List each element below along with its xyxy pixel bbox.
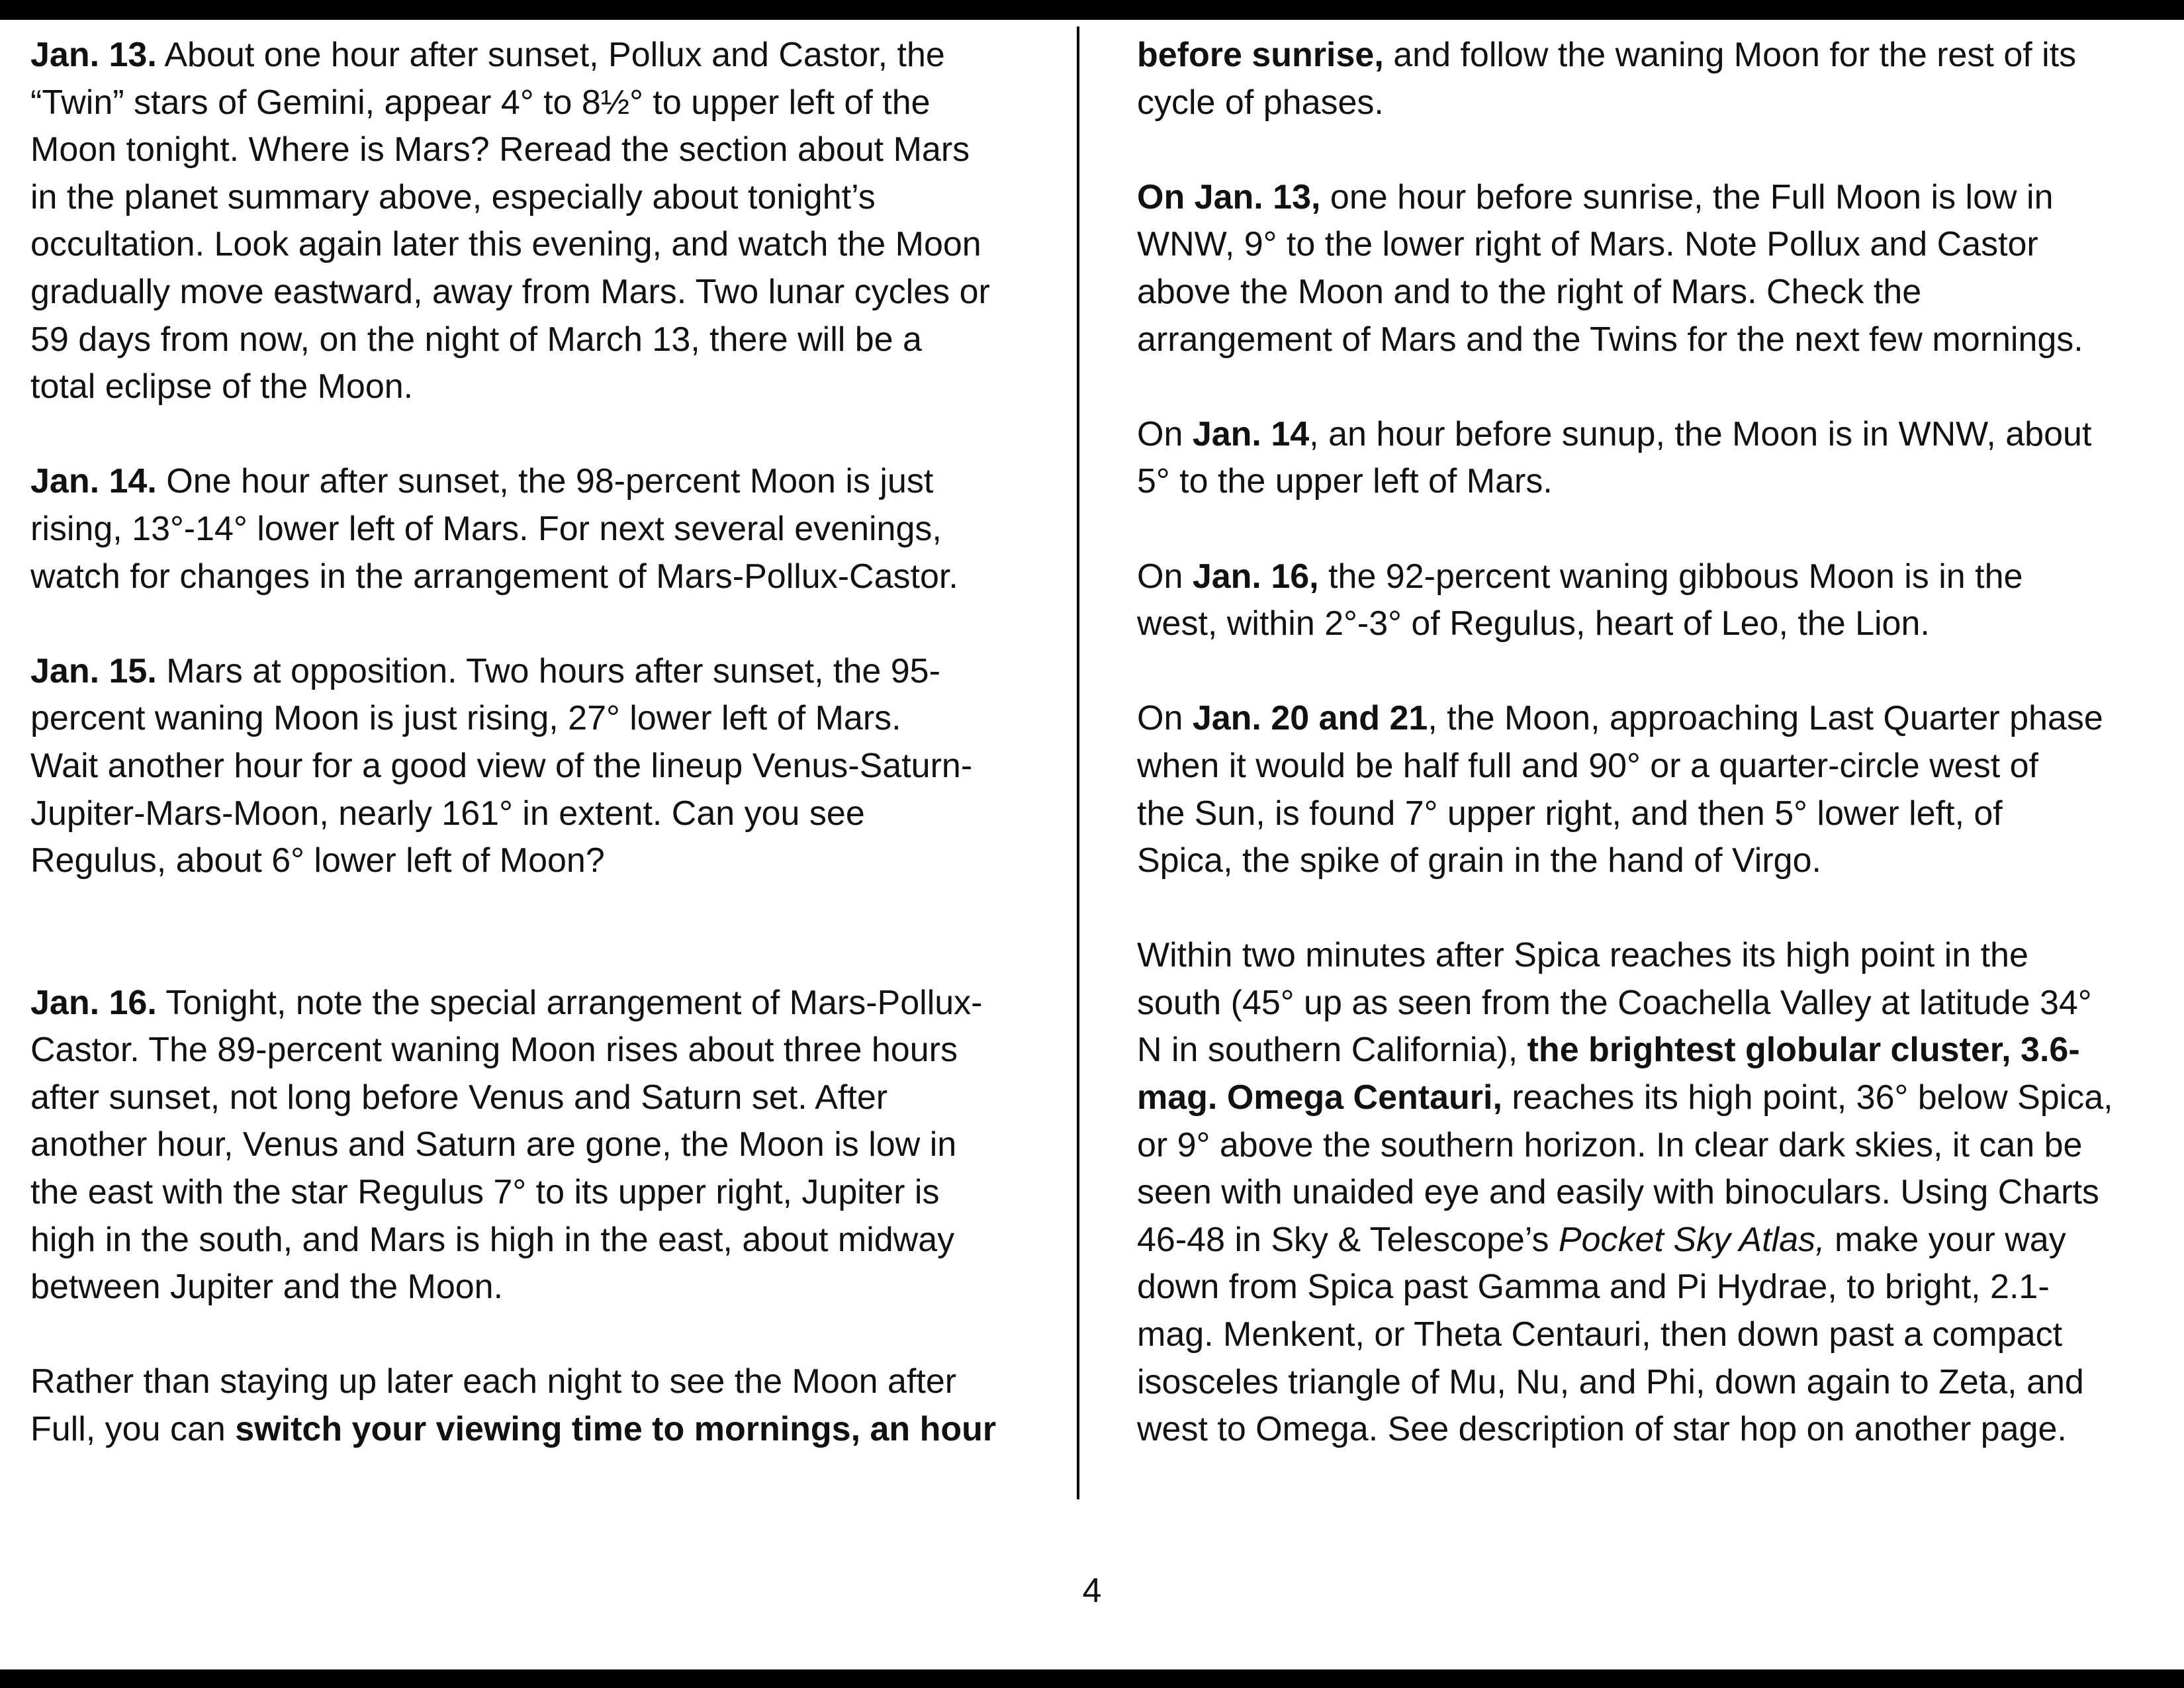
text-run: one hour before sunrise, the Full Moon is low in (1320, 177, 2054, 216)
text-line: isosceles triangle of Mu, Nu, and Phi, down again to Zeta, and (1137, 1362, 2084, 1401)
text-line: mag. Menkent, or Theta Centauri, then down past a compact (1137, 1315, 2063, 1354)
text-line: after sunset, not long before Venus and Saturn set. After (30, 1078, 888, 1117)
text-line: down from Spica past Gamma and Pi Hydrae, to bright, 2.1- (1137, 1268, 2050, 1307)
text-line: Rather than staying up later each night to see the Moon after (30, 1362, 957, 1401)
text-line (1137, 1217, 2169, 1264)
bottom-border-band (0, 1669, 2184, 1688)
text-line: “Twin” stars of Gemini, appear 4° to 8½° to upper left of the (30, 83, 931, 122)
text-line: total eclipse of the Moon. (30, 367, 414, 406)
text-line: watch for changes in the arrangement of Mars-Pollux-Castor. (30, 557, 958, 596)
entry-date: Jan. 13. (30, 36, 157, 74)
paragraph-omega-centauri (1137, 932, 2169, 1454)
text-line: Castor. The 89-percent waning Moon rises about three hours (30, 1031, 958, 1070)
text-line: Wait another hour for a good view of the lineup Venus-Saturn- (30, 746, 973, 785)
text-line: between Jupiter and the Moon. (30, 1268, 504, 1307)
text-line (1137, 553, 2169, 601)
text-run: the 92-percent waning gibbous Moon is in the (1318, 557, 2023, 596)
column-divider (1077, 26, 1079, 1499)
entry-date: Jan. 14. (30, 462, 157, 501)
text-run: make your way (1825, 1220, 2066, 1259)
text-run: , the Moon, approaching Last Quarter phase (1428, 699, 2103, 738)
text-line: percent waning Moon is just rising, 27° lower left of Mars. (30, 699, 901, 738)
text-run: 46-48 in Sky & Telescope’s (1137, 1220, 1559, 1259)
entry-date: Jan. 16, (1192, 557, 1319, 596)
entry-morning-jan-13 (1137, 174, 2169, 363)
text-line (30, 32, 1063, 79)
text-line: Jupiter-Mars-Moon, nearly 161° in extent. Can you see (30, 794, 865, 833)
text-line: 59 days from now, on the night of March 13, there will be a (30, 320, 922, 359)
text-line: west, within 2°-3° of Regulus, heart of Leo, the Lion. (1137, 604, 1930, 643)
text-line: the east with the star Regulus 7° to its upper right, Jupiter is (30, 1173, 940, 1212)
text-line: Spica, the spike of grain in the hand of Virgo. (1137, 841, 1821, 880)
book-title: Pocket Sky Atlas, (1558, 1220, 1825, 1259)
text-run: About one hour after sunset, Pollux and Castor, the (156, 36, 945, 74)
entry-date: On Jan. 13, (1137, 177, 1321, 216)
text-line: cycle of phases. (1137, 83, 1384, 122)
text-line: Regulus, about 6° lower left of Moon? (30, 841, 605, 880)
text-line: occultation. Look again later this evening, and watch the Moon (30, 225, 981, 264)
page-number: 4 (1082, 1571, 1102, 1610)
text-line (1137, 411, 2169, 459)
entry-morning-jan-16 (1137, 553, 2169, 648)
text-line (30, 648, 1063, 696)
emphasis-text: before sunrise, (1137, 36, 1384, 74)
paragraph-rather-than (30, 1358, 1063, 1453)
text-run: On (1137, 557, 1193, 596)
text-line: seen with unaided eye and easily with binoculars. Using Charts (1137, 1173, 2099, 1212)
text-line: gradually move eastward, away from Mars. Two lunar cycles or (30, 272, 990, 311)
text-run: On (1137, 699, 1193, 738)
text-line: WNW, 9° to the lower right of Mars. Note Pollux and Castor (1137, 225, 2038, 264)
text-line: south (45° up as seen from the Coachella Valley at latitude 34° (1137, 983, 2092, 1022)
top-border-band (0, 0, 2184, 20)
entry-jan-14 (30, 458, 1063, 600)
text-line: west to Omega. See description of star hop on another page. (1137, 1410, 2067, 1449)
text-line: another hour, Venus and Saturn are gone, the Moon is low in (30, 1125, 957, 1164)
text-run: N in southern California), (1137, 1031, 1527, 1070)
emphasis-text: mag. Omega Centauri, (1137, 1078, 1502, 1117)
entry-date: Jan. 14 (1192, 414, 1310, 453)
text-line: Moon tonight. Where is Mars? Reread the section about Mars (30, 130, 970, 169)
text-line (30, 458, 1063, 506)
text-run: On (1137, 414, 1193, 453)
paragraph-before-sunrise (1137, 32, 2169, 126)
text-line (30, 1406, 1063, 1454)
text-line: in the planet summary above, especially about tonight’s (30, 177, 876, 216)
text-run: Tonight, note the special arrangement of Mars-Pollux- (156, 983, 983, 1022)
text-line (1137, 32, 2169, 79)
text-line: the Sun, is found 7° upper right, and then 5° lower left, of (1137, 794, 2003, 833)
entry-morning-jan-14 (1137, 411, 2169, 506)
text-line: high in the south, and Mars is high in the east, about midway (30, 1220, 955, 1259)
left-column (30, 32, 1063, 1501)
text-run: , an hour before sunup, the Moon is in WNW, about (1309, 414, 2092, 453)
text-line: Within two minutes after Spica reaches its high point in the (1137, 936, 2028, 975)
text-line (1137, 174, 2169, 222)
entry-jan-15 (30, 648, 1063, 885)
text-line (30, 980, 1063, 1027)
text-line: rising, 13°-14° lower left of Mars. For next several evenings, (30, 509, 942, 548)
text-run: Mars at opposition. Two hours after sunset, the 95- (156, 651, 940, 690)
text-run: reaches its high point, 36° below Spica, (1502, 1078, 2113, 1117)
entry-jan-13 (30, 32, 1063, 411)
emphasis-text: switch your viewing time to mornings, an hour (235, 1410, 997, 1449)
entry-morning-jan-20-21 (1137, 695, 2169, 884)
entry-date: Jan. 16. (30, 983, 157, 1022)
text-run: Full, you can (30, 1410, 236, 1449)
text-line (1137, 695, 2169, 743)
entry-jan-16 (30, 980, 1063, 1311)
text-line: when it would be half full and 90° or a quarter-circle west of (1137, 746, 2038, 785)
text-line: or 9° above the southern horizon. In clear dark skies, it can be (1137, 1125, 2083, 1164)
right-column (1137, 32, 2169, 1501)
entry-date: Jan. 15. (30, 651, 157, 690)
text-line: 5° to the upper left of Mars. (1137, 462, 1553, 501)
text-line: above the Moon and to the right of Mars. Check the (1137, 272, 1922, 311)
text-run: One hour after sunset, the 98-percent Moon is just (156, 462, 934, 501)
text-line (1137, 1027, 2169, 1074)
emphasis-text: the brightest globular cluster, 3.6- (1527, 1031, 2080, 1070)
text-line (1137, 1074, 2169, 1122)
text-line: arrangement of Mars and the Twins for the next few mornings. (1137, 320, 2083, 359)
entry-date: Jan. 20 and 21 (1192, 699, 1428, 738)
text-run: and follow the waning Moon for the rest of its (1383, 36, 2077, 74)
